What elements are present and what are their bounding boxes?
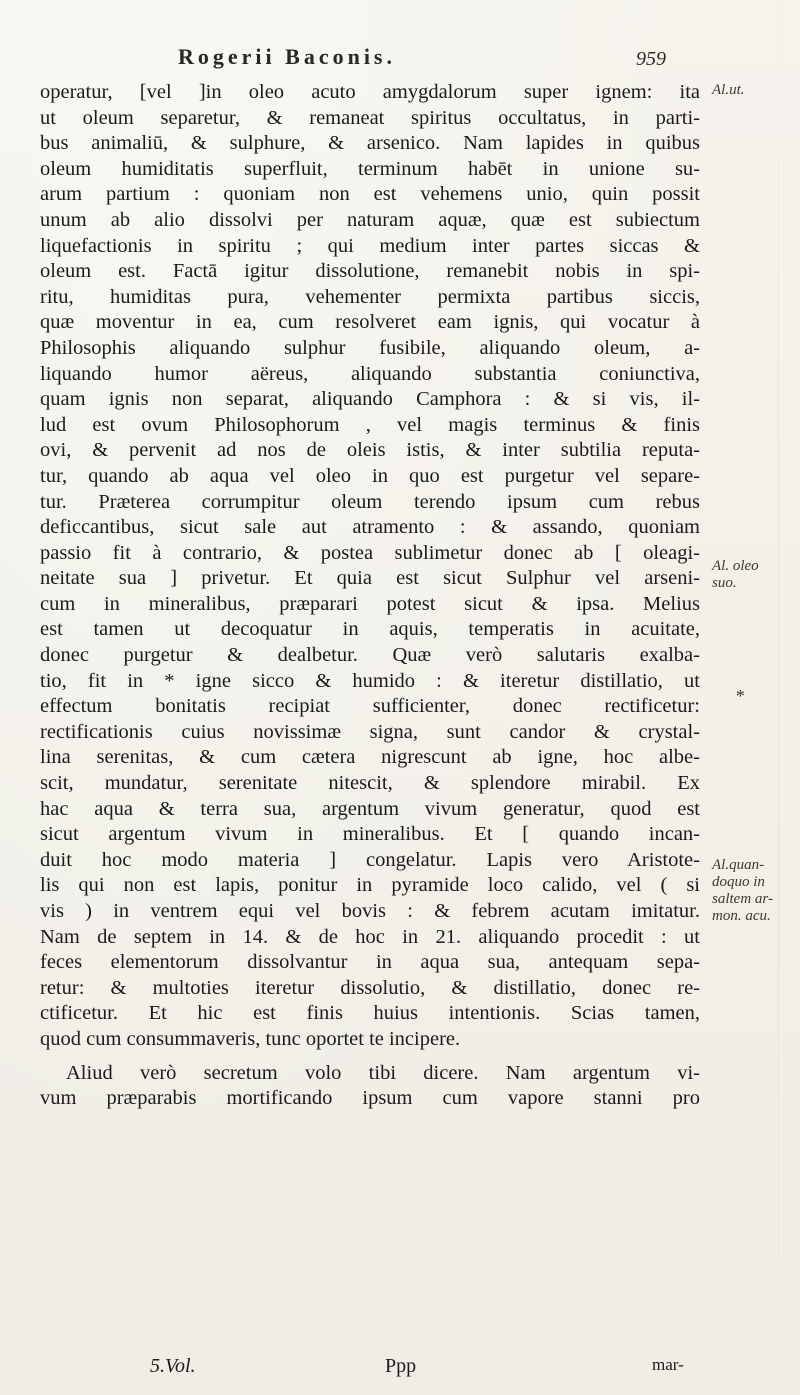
text-line: donec purgetur & dealbetur. Quæ verò salutaris exalba- [40, 644, 700, 667]
margin-note-variant-2: Al. oleo suo. [712, 558, 759, 591]
text-line: scit, mundatur, serenitate nitescit, & splendore mirabil. Ex [40, 772, 700, 795]
text-line: est tamen ut decoquatur in aquis, temperatis in acuitate, [40, 618, 700, 641]
text-line: lis qui non est lapis, ponitur in pyramide loco calido, vel ( si [40, 874, 700, 897]
text-line: ovi, & pervenit ad nos de oleis istis, & inter subtilia reputa- [40, 439, 700, 462]
volume-signature: 5.Vol. [150, 1355, 196, 1377]
text-line: unum ab alio dissolvi per naturam aquæ, quæ est subiectum [40, 208, 700, 231]
text-line: lina serenitas, & cum cætera nigrescunt ab igne, hoc albe- [40, 746, 700, 769]
text-line: ritu, humiditas pura, vehementer permixta partibus siccis, [40, 285, 700, 308]
paragraph-gap [40, 1053, 700, 1061]
text-line: vum præparabis mortificando ipsum cum vapore stanni pro [40, 1087, 700, 1110]
text-line: sicut argentum vivum in mineralibus. Et [ quando incan- [40, 823, 700, 846]
text-line: rectificationis cuius novissimæ signa, sunt candor & crystal- [40, 720, 700, 743]
text-line: quam ignis non separat, aliquando Camphora : & si vis, il- [40, 388, 700, 411]
text-line: oleum est. Factā igitur dissolutione, remanebit nobis in spi- [40, 260, 700, 283]
text-line: tur. Præterea corrumpitur oleum terendo ipsum cum rebus [40, 490, 700, 513]
text-line: cum in mineralibus, præparari potest sicut & ipsa. Melius [40, 592, 700, 615]
text-line: Nam de septem in 14. & de hoc in 21. aliquando procedit : ut [40, 925, 700, 948]
text-line: operatur, [vel ]in oleo acuto amygdalorum super ignem: ita [40, 81, 700, 103]
text-line: liquefactionis in spiritu ; qui medium inter partes siccas & [40, 234, 700, 257]
text-line: tio, fit in * igne sicco & humido : & iteretur distillatio, ut [40, 669, 700, 692]
text-line: hac aqua & terra sua, argentum vivum generatur, quod est [40, 797, 700, 820]
text-line: ut oleum separetur, & remaneat spiritus occultatus, in parti- [40, 106, 700, 129]
text-line: quæ moventur in ea, cum resolveret eam ignis, qui vocatur à [40, 311, 700, 334]
margin-note-variant-3: Al.quan- doquo in saltem ar- mon. acu. [712, 857, 773, 924]
text-line: Aliud verò secretum volo tibi dicere. Nam argentum vi- [66, 1061, 700, 1084]
text-line: duit hoc modo materia ] congelatur. Lapis vero Aristote- [40, 848, 700, 871]
catchword: mar- [652, 1355, 684, 1374]
text-line: deficcantibus, sicut sale aut atramento : & assando, quoniam [40, 516, 700, 539]
text-line: vis ) in ventrem equi vel bovis : & febrem acutam imitatur. [40, 900, 700, 922]
text-line: passio fit à contrario, & postea sublimetur donec ab [ oleagi- [40, 541, 700, 564]
text-line: tur, quando ab aqua vel oleo in quo est purgetur vel separe- [40, 464, 700, 487]
text-line: bus animaliū, & sulphure, & arsenico. Nam lapides in quibus [40, 132, 700, 155]
text-line: feces elementorum dissolvantur in aqua sua, antequam sepa- [40, 951, 700, 974]
text-line: arum partium : quoniam non est vehemens unio, quin possit [40, 183, 700, 206]
main-text-block [40, 80, 700, 1112]
gathering-mark: Ppp [385, 1355, 417, 1377]
running-title: Rogerii Baconis. [178, 44, 396, 69]
margin-asterisk: * [735, 686, 744, 706]
text-line: lud est ovum Philosophorum , vel magis terminus & finis [40, 413, 700, 436]
text-line: effectum bonitatis recipiat sufficienter, donec rectificetur: [40, 695, 700, 718]
text-line: oleum humiditatis superfluit, terminum habēt in unione su- [40, 157, 700, 180]
text-line: quod cum consummaveris, tunc oportet te incipere. [40, 1027, 461, 1050]
text-line: Philosophis aliquando sulphur fusibile, aliquando oleum, a- [40, 336, 700, 359]
text-line: retur: & multoties iteretur dissolutio, & distillatio, donec re- [40, 976, 700, 999]
page-number: 959 [636, 48, 666, 70]
text-line: ctificetur. Et hic est finis huius intentionis. Scias tamen, [40, 1002, 700, 1025]
margin-note-variant-1: Al.ut. [712, 82, 745, 98]
text-line: liquando humor aëreus, aliquando substantia coniunctiva, [40, 362, 700, 385]
text-line: neitate sua ] privetur. Et quia est sicut Sulphur vel arseni- [40, 567, 700, 590]
